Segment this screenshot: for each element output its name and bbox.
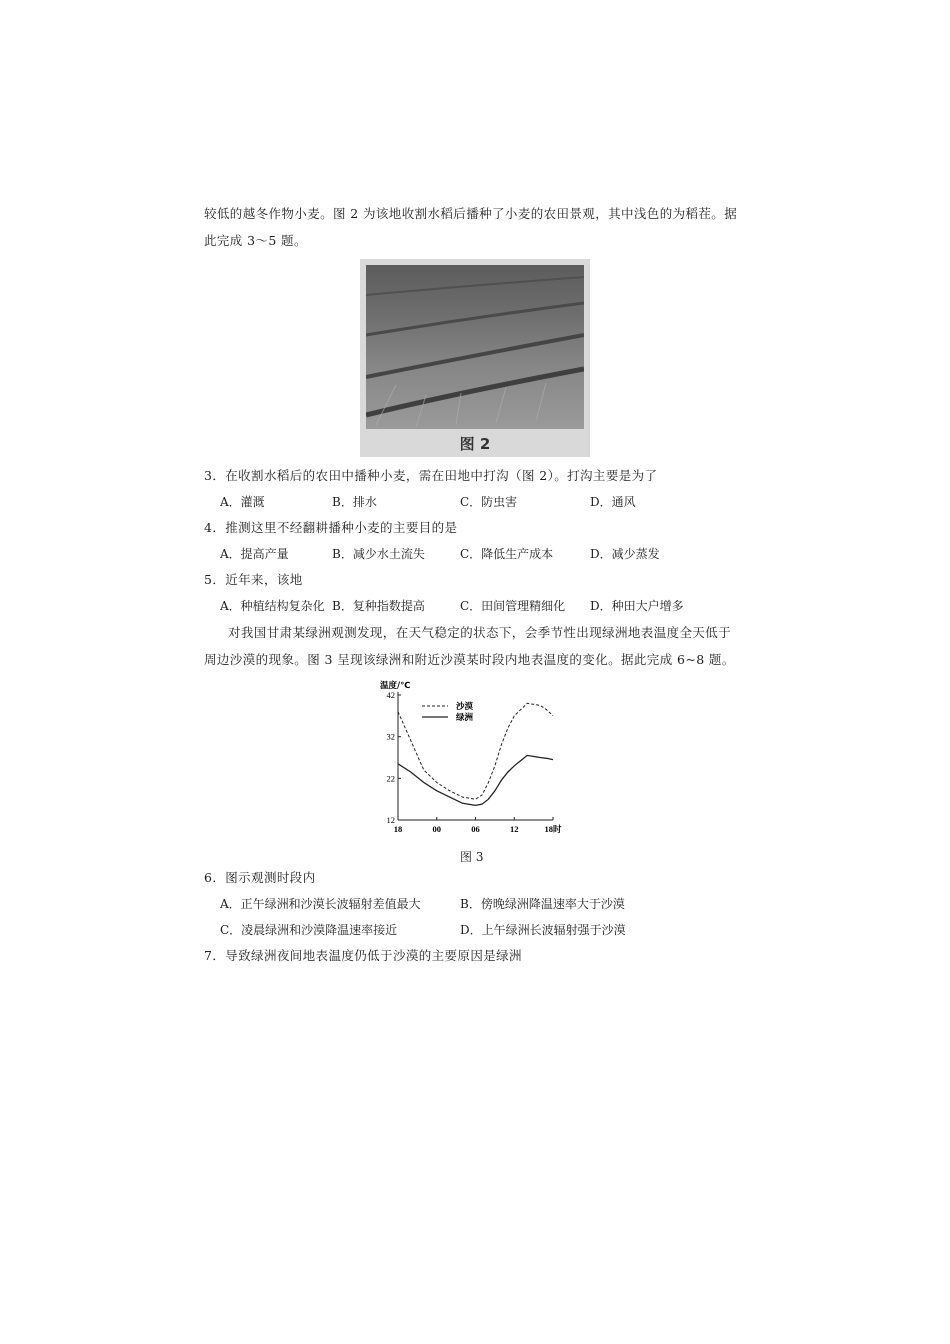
x-tick-label: 06 bbox=[471, 824, 480, 834]
question-3-option-c[interactable]: C．防虫害 bbox=[460, 495, 518, 509]
x-tick-label: 18 bbox=[393, 824, 403, 834]
series-line-desert bbox=[398, 703, 553, 799]
question-7-stem: 7．导致绿洲夜间地表温度仍低于沙漠的主要原因是绿洲 bbox=[204, 948, 522, 963]
field-photo-image bbox=[366, 265, 584, 429]
intro-line-2: 此完成 3～5 题。 bbox=[204, 233, 307, 248]
chart-marks bbox=[398, 703, 553, 805]
y-tick-label: 32 bbox=[386, 731, 395, 742]
question-6-option-a[interactable]: A．正午绿洲和沙漠长波辐射差值最大 bbox=[220, 897, 421, 911]
figure-2-photo bbox=[360, 259, 590, 457]
x-tick-label: 00 bbox=[432, 824, 441, 834]
question-3-option-a[interactable]: A．灌溉 bbox=[220, 495, 265, 509]
legend-label: 沙漠 bbox=[456, 702, 474, 712]
question-6-option-c[interactable]: C．凌晨绿洲和沙漠降温速率接近 bbox=[220, 923, 398, 937]
question-5-stem: 5．近年来，该地 bbox=[204, 572, 303, 587]
x-tick-label: 12 bbox=[510, 824, 519, 834]
question-4-option-c[interactable]: C．降低生产成本 bbox=[460, 547, 554, 561]
passage-2-line-2: 周边沙漠的现象。图 3 呈现该绿洲和附近沙漠某时段内地表温度的变化。据此完成 6~8 题。 bbox=[204, 652, 735, 667]
x-tick-label: 18时 bbox=[544, 824, 562, 834]
figure-2-caption: 图 2 bbox=[459, 435, 491, 453]
question-5-option-c[interactable]: C．田间管理精细化 bbox=[460, 599, 566, 613]
y-axis-label: 温度/℃ bbox=[380, 681, 411, 691]
series-line-oasis bbox=[398, 755, 553, 805]
question-4-option-b[interactable]: B．减少水土流失 bbox=[332, 547, 425, 561]
question-5-option-a[interactable]: A．种植结构复杂化 bbox=[220, 599, 325, 613]
figure-3-caption: 图 3 bbox=[460, 850, 484, 864]
question-5-option-b[interactable]: B．复种指数提高 bbox=[332, 599, 425, 613]
y-tick-label: 22 bbox=[386, 773, 395, 784]
question-3-option-d[interactable]: D．通风 bbox=[590, 495, 636, 509]
question-5-option-d[interactable]: D．种田大户增多 bbox=[590, 599, 684, 613]
question-6-option-b[interactable]: B．傍晚绿洲降温速率大于沙漠 bbox=[460, 897, 625, 911]
question-4-option-a[interactable]: A．提高产量 bbox=[220, 547, 289, 561]
legend-label: 绿洲 bbox=[456, 713, 474, 723]
field-furrow-lines bbox=[366, 265, 584, 429]
question-6-stem: 6．图示观测时段内 bbox=[204, 870, 316, 885]
question-6-option-d[interactable]: D．上午绿洲长波辐射强于沙漠 bbox=[460, 923, 626, 937]
question-3-stem: 3．在收割水稻后的农田中播种小麦，需在田地中打沟（图 2）。打沟主要是为了 bbox=[204, 468, 658, 483]
question-3-option-b[interactable]: B．排水 bbox=[332, 495, 377, 509]
question-4-stem: 4．推测这里不经翻耕播种小麦的主要目的是 bbox=[204, 520, 458, 535]
passage-2-line-1: 对我国甘肃某绿洲观测发现，在天气稳定的状态下，会季节性出现绿洲地表温度全天低于 bbox=[228, 625, 732, 640]
y-tick-label: 42 bbox=[386, 690, 395, 700]
y-tick-label: 12 bbox=[386, 815, 395, 825]
intro-line-1: 较低的越冬作物小麦。图 2 为该地收割水稻后播种了小麦的农田景观，其中浅色的为稻茬。据 bbox=[204, 206, 738, 221]
figure-3-chart bbox=[370, 680, 580, 840]
question-4-option-d[interactable]: D．减少蒸发 bbox=[590, 547, 660, 561]
